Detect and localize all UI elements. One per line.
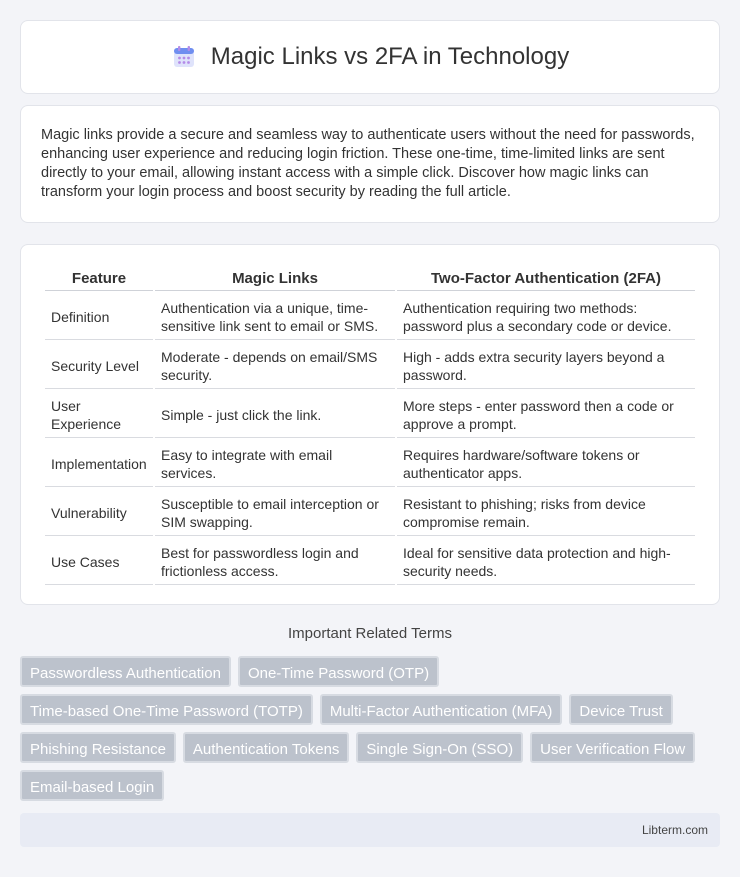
feature-cell: User Experience [45,391,153,438]
header-feature: Feature [45,267,153,291]
footer-site-link[interactable]: Libterm.com [641,823,708,837]
magic-links-cell: Easy to integrate with email services. [155,440,395,487]
2fa-cell: High - adds extra security layers beyond a password. [397,342,695,389]
table-row [45,293,695,340]
2fa-cell: Authentication requiring two methods: password plus a secondary code or device. [397,293,695,340]
table-row [45,440,695,487]
table-header-row [45,267,695,291]
related-terms-list [20,656,720,801]
calendar-icon [171,44,197,70]
feature-cell: Vulnerability [45,489,153,536]
feature-cell: Use Cases [45,538,153,585]
magic-links-cell: Susceptible to email interception or SIM swapping. [155,489,395,536]
related-term-tag[interactable]: Multi-Factor Authentication (MFA) [320,694,563,725]
table-row [45,538,695,585]
related-term-tag[interactable]: Passwordless Authentication [20,656,231,687]
feature-cell: Security Level [45,342,153,389]
header-2fa: Two-Factor Authentication (2FA) [397,267,695,291]
footer [20,813,720,847]
page-title: Magic Links vs 2FA in Technology [210,43,570,70]
related-term-tag[interactable]: Email-based Login [20,770,164,801]
2fa-cell: More steps - enter password then a code or approve a prompt. [397,391,695,438]
related-term-tag[interactable]: Single Sign-On (SSO) [356,732,523,763]
2fa-cell: Ideal for sensitive data protection and high-security needs. [397,538,695,585]
intro-card [20,105,720,223]
comparison-table [43,265,697,587]
header-magic-links: Magic Links [155,267,395,291]
related-term-tag[interactable]: User Verification Flow [530,732,695,763]
feature-cell: Implementation [45,440,153,487]
2fa-cell: Requires hardware/software tokens or authenticator apps. [397,440,695,487]
related-term-tag[interactable]: One-Time Password (OTP) [238,656,439,687]
2fa-cell: Resistant to phishing; risks from device compromise remain. [397,489,695,536]
comparison-table-card [20,244,720,605]
related-term-tag[interactable]: Device Trust [569,694,672,725]
related-term-tag[interactable]: Authentication Tokens [183,732,350,763]
table-row [45,489,695,536]
table-row [45,342,695,389]
intro-text: Magic links provide a secure and seamless way to authenticate users without the need for passwords, enhancing user experience and reducing login friction. These one-time, time-limited links are sent directly to your email, allowing instant access with a simple click. Discover how magic links can transform your login process and boost security by reading the full article. [41,127,695,200]
related-term-tag[interactable]: Time-based One-Time Password (TOTP) [20,694,313,725]
header-card [20,20,720,94]
related-term-tag[interactable]: Phishing Resistance [20,732,176,763]
magic-links-cell: Moderate - depends on email/SMS security. [155,342,395,389]
feature-cell: Definition [45,293,153,340]
table-row [45,391,695,438]
related-terms-title: Important Related Terms [288,625,452,642]
magic-links-cell: Authentication via a unique, time-sensitive link sent to email or SMS. [155,293,395,340]
magic-links-cell: Best for passwordless login and frictionless access. [155,538,395,585]
magic-links-cell: Simple - just click the link. [155,391,395,438]
